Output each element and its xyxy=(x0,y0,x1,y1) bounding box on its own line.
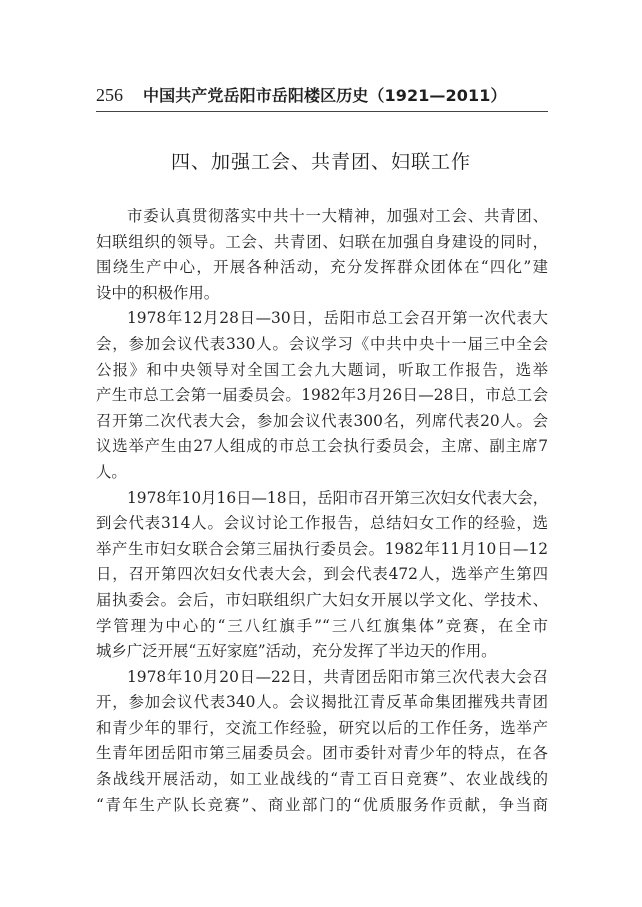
section-heading: 四、加强工会、共青团、妇联工作 xyxy=(170,151,471,173)
text-line: 会，参加会议代表330人。会议学习《中共中央十一届三中全会 xyxy=(96,334,548,353)
text-line: 1978年10月16日—18日，岳阳市召开第三次妇女代表大会， xyxy=(127,488,549,507)
text-line: 和青少年的罪行，交流工作经验，研究以后的工作任务，选举产 xyxy=(96,718,548,737)
text-line: 议选举产生由27人组成的市总工会执行委员会，主席、副主席7 xyxy=(96,437,548,456)
text-line: “青年生产队长竞赛”、商业部门的“优质服务作贡献，争当商 xyxy=(96,795,548,814)
text-line: 公报》和中央领导对全国工会九大题词，听取工作报告，选举 xyxy=(96,360,548,379)
paragraph-4 xyxy=(96,665,548,819)
text-line: 围绕生产中心，开展各种活动，充分发挥群众团体在“四化”建 xyxy=(96,258,548,277)
text-line: 产生市总工会第一届委员会。1982年3月26日—28日，市总工会 xyxy=(96,386,548,405)
text-line: 学管理为中心的“三八红旗手”“三八红旗集体”竞赛，在全市 xyxy=(96,616,548,635)
text-line: 人。 xyxy=(96,462,127,481)
text-line: 城乡广泛开展“五好家庭”活动，充分发挥了半边天的作用。 xyxy=(96,642,497,661)
text-line: 开，参加会议代表340人。会议揭批江青反革命集团摧残共青团 xyxy=(96,693,548,712)
text-line: 日，召开第四次妇女代表大会，到会代表472人，选举产生第四 xyxy=(96,565,548,584)
paragraph-2 xyxy=(96,306,548,485)
text-line: 届执委会。会后，市妇联组织广大妇女开展以学文化、学技术、 xyxy=(96,590,548,609)
text-line: 召开第二次代表大会，参加会议代表300名，列席代表20人。会 xyxy=(96,411,548,430)
paragraph-1 xyxy=(96,204,548,306)
text-line: 1978年10月20日—22日，共青团岳阳市第三次代表大会召 xyxy=(127,667,548,686)
text-line: 市委认真贯彻落实中共十一大精神，加强对工会、共青团、 xyxy=(127,207,548,225)
text-line: 设中的积极作用。 xyxy=(96,283,220,302)
running-header xyxy=(96,84,546,108)
text-line: 妇联组织的领导。工会、共青团、妇联在加强自身建设的同时， xyxy=(96,232,548,251)
text-line: 条战线开展活动，如工业战线的“青工百日竞赛”、农业战线的 xyxy=(96,770,548,789)
text-line: 举产生市妇女联合会第三届执行委员会。1982年11月10日—12 xyxy=(96,539,548,558)
header-rule xyxy=(96,111,548,112)
book-title: 中国共产党岳阳市岳阳楼区历史（1921—2011） xyxy=(143,86,507,105)
text-line: 生青年团岳阳市第三届委员会。团市委针对青少年的特点，在各 xyxy=(96,744,548,763)
paragraph-3 xyxy=(96,486,548,665)
text-line: 1978年12月28日—30日，岳阳市总工会召开第一次代表大 xyxy=(127,309,548,328)
text-line: 到会代表314人。会议讨论工作报告，总结妇女工作的经验，选 xyxy=(96,514,548,533)
body-text xyxy=(96,204,548,818)
page-number: 256 xyxy=(96,85,123,105)
